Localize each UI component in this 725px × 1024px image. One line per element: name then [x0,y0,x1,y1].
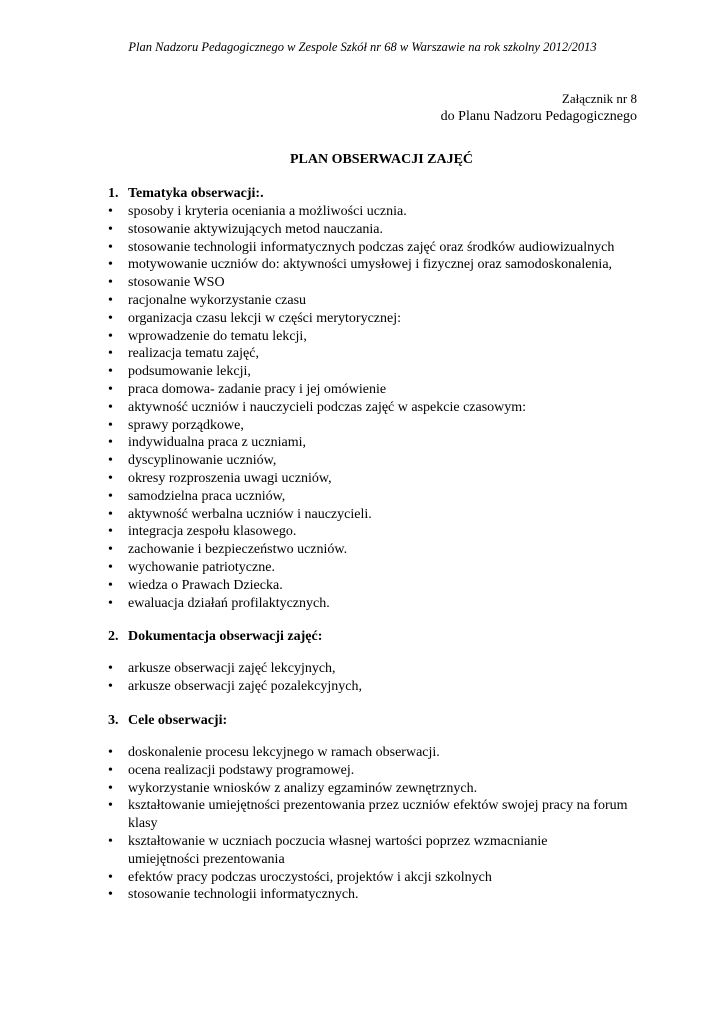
list-item: • sprawy porządkowe, [108,417,244,433]
bullet-icon: • [108,506,113,522]
bullet-icon: • [108,595,113,611]
bullet-icon: • [108,470,113,486]
list-item: • ewaluacja działań profilaktycznych. [108,595,330,611]
bullet-icon: • [108,435,113,451]
list-item: • aktywność werbalna uczniów i nauczycieli. [108,506,372,522]
bullet-icon: • [108,381,113,397]
document-body [108,185,648,904]
list-item: • wiedza o Prawach Dziecka. [108,577,283,593]
list-item: • okresy rozproszenia uwagi uczniów, [108,470,332,486]
section-number: 2. [108,629,119,645]
list-item: • racjonalne wykorzystanie czasu [108,292,307,308]
list-item: • dyscyplinowanie uczniów, [108,453,277,469]
list-item: • kształtowanie w uczniach poczucia własnej wartości poprzez wzmacnianie umiejętności prezentowania [108,833,548,867]
list-item: • doskonalenie procesu lekcyjnego w ramach obserwacji. [108,744,440,760]
list-item: • motywowanie uczniów do: aktywności umysłowej i fizycznej oraz samodoskonalenia, [108,257,613,273]
bullet-icon: • [108,798,113,814]
list-item: • aktywność uczniów i nauczycieli podczas zajęć w aspekcie czasowym: [108,399,527,415]
list-item: • wykorzystanie wniosków z analizy egzaminów zewnętrznych. [108,780,478,796]
bullet-icon: • [108,559,113,575]
list-item: • stosowanie WSO [108,275,225,291]
bullet-icon: • [108,275,113,291]
list-item: • arkusze obserwacji zajęć lekcyjnych, [108,661,336,677]
list-item: • stosowanie technologii informatycznych podczas zajęć oraz środków audiowizualnych [108,239,615,255]
section-number: 3. [108,712,119,728]
bullet-icon: • [108,661,113,677]
bullet-icon: • [108,679,113,695]
bullet-icon: • [108,542,113,558]
list-item: • podsumowanie lekcji, [108,364,251,380]
bullet-icon: • [108,453,113,469]
bullet-icon: • [108,744,113,760]
bullet-icon: • [108,204,113,219]
list-item: • zachowanie i bezpieczeństwo uczniów. [108,542,348,558]
section-list [108,203,648,612]
bullet-icon: • [108,524,113,540]
annex-label [441,90,637,126]
bullet-icon: • [108,780,113,796]
list-item: • organizacja czasu lekcji w części merytorycznej: [108,310,401,326]
document-title: PLAN OBSERWACJI ZAJĘĆ [289,152,474,167]
section-number: 1. [108,186,119,201]
list-item: • indywidualna praca z uczniami, [108,435,307,451]
section-title: Tematyka obserwacji:. [128,186,264,201]
list-item: • ocena realizacji podstawy programowej. [108,762,355,778]
bullet-icon: • [108,328,113,344]
bullet-icon: • [108,292,113,308]
document-header: Plan Nadzoru Pedagogicznego w Zespole Szkół nr 68 w Warszawie na rok szkolny 2012/2013 [128,40,597,54]
annex-number: Załącznik nr 8 [561,91,637,106]
list-item: • samodzielna praca uczniów, [108,488,286,504]
list-item: • praca domowa- zadanie pracy i jej omówienie [108,381,387,397]
list-item: • efektów pracy podczas uroczystości, projektów i akcji szkolnych [108,869,492,885]
list-item: • sposoby i kryteria oceniania a możliwości ucznia. [108,204,407,219]
list-item: • stosowanie technologii informatycznych. [108,887,359,903]
bullet-icon: • [108,239,113,255]
section-title: Cele obserwacji: [128,712,228,728]
bullet-icon: • [108,887,113,903]
list-item: • realizacja tematu zajęć, [108,346,259,362]
list-item: • stosowanie aktywizujących metod nauczania. [108,221,384,237]
section-title: Dokumentacja obserwacji zajęć: [128,629,323,645]
bullet-icon: • [108,399,113,415]
bullet-icon: • [108,869,113,885]
section-heading [108,712,648,730]
list-item: • wprowadzenie do tematu lekcji, [108,328,307,344]
bullet-icon: • [108,364,113,380]
bullet-icon: • [108,833,113,849]
section-list [108,660,648,696]
list-item: • wychowanie patriotyczne. [108,559,275,575]
bullet-icon: • [108,257,113,273]
section-list [108,744,648,904]
list-item: • arkusze obserwacji zajęć pozalekcyjnych, [108,679,362,695]
bullet-icon: • [108,577,113,593]
bullet-icon: • [108,310,113,326]
list-item: • kształtowanie umiejętności prezentowania przez uczniów efektów swojej pracy na forum klasy [108,798,628,832]
list-item: • integracja zespołu klasowego. [108,524,297,540]
section-heading [108,185,648,203]
annex-reference: do Planu Nadzoru Pedagogicznego [440,109,637,124]
bullet-icon: • [108,762,113,778]
bullet-icon: • [108,417,113,433]
bullet-icon: • [108,488,113,504]
section-heading [108,628,648,646]
bullet-icon: • [108,221,113,237]
bullet-icon: • [108,346,113,362]
